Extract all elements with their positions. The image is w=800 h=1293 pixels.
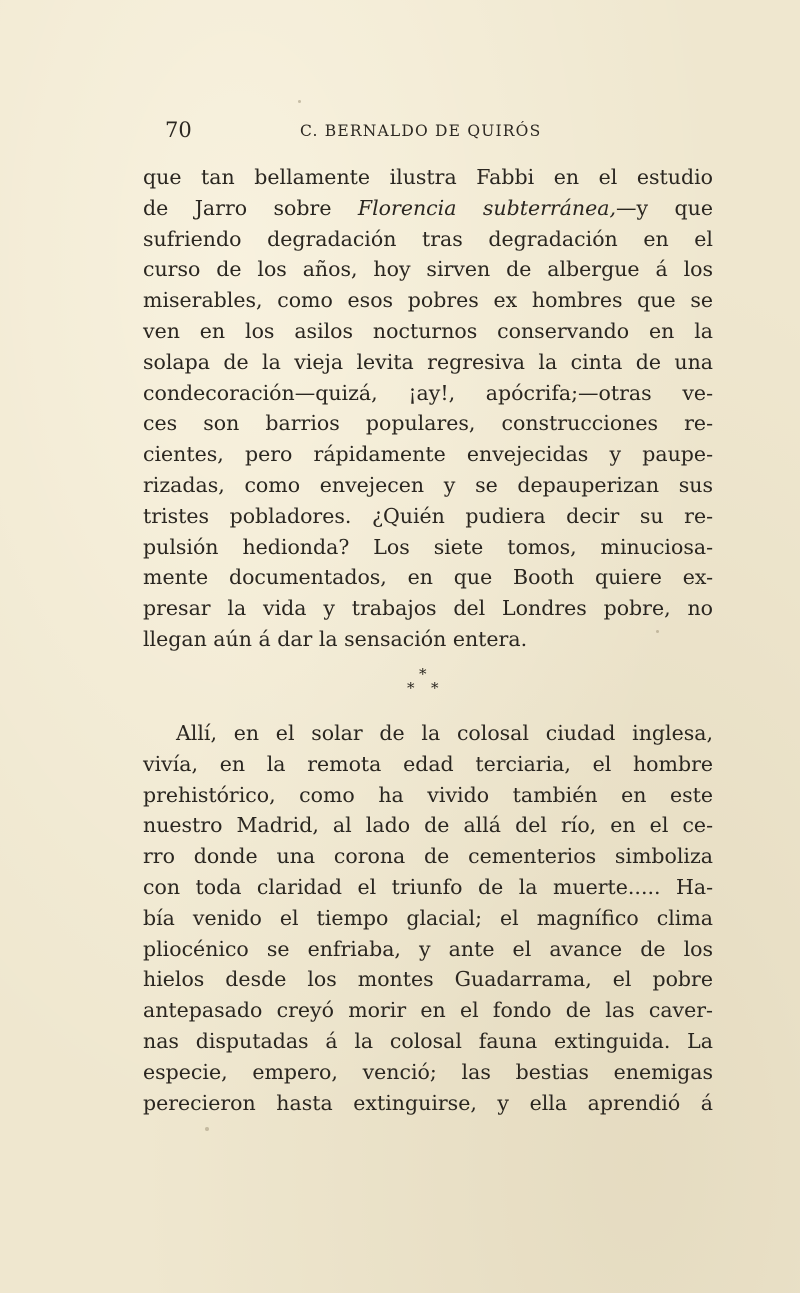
text-line: pulsión hedionda? Los siete tomos, minuciosa-: [143, 534, 713, 559]
text-line: miserables, como esos pobres ex hombres que se: [143, 288, 713, 313]
text-line: bía venido el tiempo glacial; el magnífico clima: [143, 905, 713, 930]
paragraph-1: [143, 162, 713, 655]
italic-book-title: Florencia subterránea,: [357, 195, 616, 220]
text-line: rizadas, como envejecen y se depauperizan sus: [143, 472, 713, 497]
text-line: especie, empero, venció; las bestias enemigas: [143, 1059, 713, 1084]
text-line: [143, 193, 713, 224]
text-line: tristes pobladores. ¿Quién pudiera decir su re-: [143, 503, 713, 528]
text-line: ces son barrios populares, construcciones re-: [143, 411, 713, 436]
text-line: mente documentados, en que Booth quiere ex-: [143, 565, 713, 590]
text-fragment: de Jarro sobre: [143, 195, 332, 220]
text-line: sufriendo degradación tras degradación en el: [143, 226, 713, 251]
text-line: perecieron hasta extinguirse, y ella aprendió á: [143, 1090, 713, 1115]
text-line: cientes, pero rápidamente envejecidas y paupe-: [143, 442, 713, 467]
asterism-star: *: [431, 679, 439, 697]
text-line: llegan aún á dar la sensación entera.: [143, 626, 528, 651]
paper-speck: [205, 1127, 209, 1131]
paper-speck: [656, 630, 659, 633]
text-line: nuestro Madrid, al lado de allá del río, en el ce-: [143, 813, 713, 838]
text-line: antepasado creyó morir en el fondo de las caver-: [143, 998, 713, 1023]
text-line: prehistórico, como ha vivido también en este: [143, 782, 713, 807]
paragraph-2: [143, 718, 713, 1118]
text-line: pliocénico se enfriaba, y ante el avance de los: [143, 936, 713, 961]
running-head-author: C. BERNALDO DE QUIRÓS: [300, 122, 542, 140]
text-fragment: —y que: [615, 195, 713, 220]
text-line: hielos desde los montes Guadarrama, el pobre: [143, 967, 713, 992]
asterism-star: *: [407, 679, 415, 697]
asterism-divider: [395, 665, 455, 705]
text-line: con toda claridad el triunfo de la muerte..... Ha-: [143, 874, 713, 899]
page-number: 70: [165, 118, 192, 142]
text-line: curso de los años, hoy sirven de albergue á los: [143, 257, 713, 282]
text-line: solapa de la vieja levita regresiva la cinta de una: [143, 349, 713, 374]
running-head: [143, 118, 713, 148]
text-line: Allí, en el solar de la colosal ciudad inglesa,: [176, 721, 713, 745]
text-line: presar la vida y trabajos del Londres pobre, no: [143, 596, 713, 621]
text-line: nas disputadas á la colosal fauna extinguida. La: [143, 1028, 713, 1053]
text-line: vivía, en la remota edad terciaria, el hombre: [143, 751, 713, 776]
text-line: ven en los asilos nocturnos conservando en la: [143, 318, 713, 343]
asterism-star: *: [419, 665, 427, 683]
paper-speck: [298, 100, 301, 103]
text-line: rro donde una corona de cementerios simboliza: [143, 844, 713, 869]
text-line: que tan bellamente ilustra Fabbi en el estudio: [143, 165, 713, 189]
text-line: condecoración—quizá, ¡ay!, apócrifa;—otras ve-: [143, 380, 713, 405]
